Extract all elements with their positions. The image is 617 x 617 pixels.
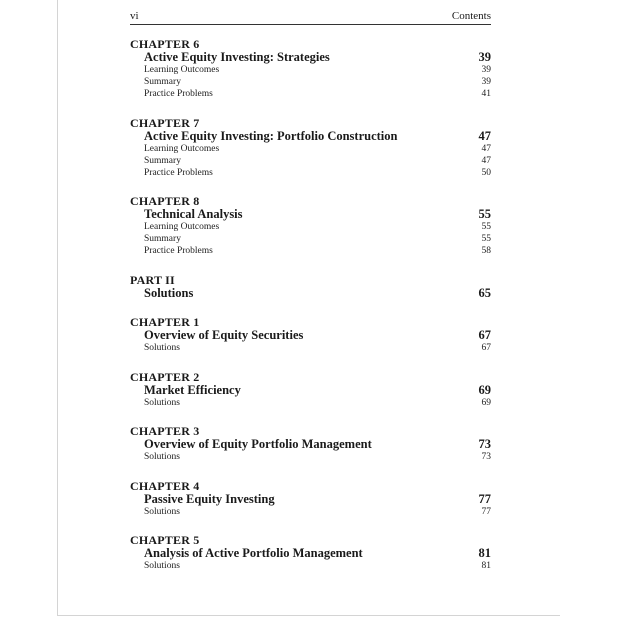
chapter-page-number: 77 (478, 491, 491, 506)
chapter-title-row[interactable] (130, 208, 491, 221)
chapter-title-row[interactable] (130, 130, 491, 143)
chapter-label: CHAPTER 1 (130, 315, 200, 329)
entry-title: Summary (144, 77, 181, 87)
toc-entry[interactable] (130, 506, 491, 518)
chapter-title-row[interactable] (130, 438, 491, 451)
chapter-label: CHAPTER 5 (130, 533, 200, 547)
entry-page-number: 39 (481, 77, 491, 87)
entry-title: Summary (144, 234, 181, 244)
toc-entry[interactable] (130, 233, 491, 245)
toc-entry[interactable] (130, 167, 491, 179)
toc-section (130, 371, 491, 409)
toc-section (130, 38, 491, 100)
entry-title: Summary (144, 155, 181, 166)
chapter-title-row[interactable] (130, 329, 491, 342)
chapter-title-row[interactable] (130, 287, 491, 300)
page-number: vi (130, 10, 139, 22)
entry-title: Practice Problems (144, 246, 213, 256)
chapter-page-number: 47 (478, 128, 491, 143)
page-header (130, 10, 491, 25)
chapter-title-row[interactable] (130, 384, 491, 397)
entry-page-number: 50 (481, 167, 491, 178)
entry-page-number: 47 (481, 155, 491, 166)
chapter-label: CHAPTER 3 (130, 424, 200, 438)
chapter-page-number: 39 (478, 50, 491, 64)
toc-entry[interactable] (130, 76, 491, 88)
chapter-page-number: 67 (478, 328, 491, 342)
chapter-title-row[interactable] (130, 547, 491, 560)
entry-page-number: 73 (481, 452, 491, 462)
chapter-title: Solutions (144, 285, 194, 300)
entry-title: Practice Problems (144, 167, 213, 178)
entry-page-number: 81 (481, 561, 491, 571)
entry-page-number: 77 (481, 506, 491, 517)
entry-title: Learning Outcomes (144, 65, 220, 75)
entry-page-number: 55 (481, 222, 491, 232)
chapter-title: Analysis of Active Portfolio Management (144, 546, 363, 560)
toc-entry[interactable] (130, 155, 491, 167)
toc-section (130, 117, 491, 179)
toc-section (130, 534, 491, 572)
toc-entry[interactable] (130, 451, 491, 463)
toc-entry[interactable] (130, 88, 491, 100)
chapter-label: CHAPTER 8 (130, 194, 200, 208)
chapter-page-number: 81 (478, 546, 491, 560)
chapter-title: Market Efficiency (144, 382, 241, 397)
chapter-title: Active Equity Investing: Strategies (144, 50, 330, 64)
toc-entry[interactable] (130, 64, 491, 76)
entry-title: Practice Problems (144, 89, 213, 99)
chapter-title-row[interactable] (130, 493, 491, 506)
chapter-label: CHAPTER 2 (130, 369, 200, 384)
chapter-title: Passive Equity Investing (144, 491, 275, 506)
chapter-page-number: 65 (478, 285, 491, 300)
toc-section (130, 195, 491, 257)
entry-page-number: 41 (481, 89, 491, 99)
toc-section (130, 274, 491, 300)
toc-section (130, 316, 491, 354)
chapter-label: CHAPTER 6 (130, 37, 200, 51)
chapter-label: PART II (130, 272, 175, 287)
toc-entry[interactable] (130, 342, 491, 354)
table-of-contents (130, 38, 491, 589)
toc-entry[interactable] (130, 221, 491, 233)
entry-title: Solutions (144, 561, 180, 571)
entry-title: Solutions (144, 397, 180, 408)
chapter-page-number: 69 (478, 382, 491, 397)
chapter-title: Overview of Equity Securities (144, 328, 304, 342)
chapter-title: Active Equity Investing: Portfolio Construction (144, 128, 398, 143)
chapter-title: Overview of Equity Portfolio Management (144, 437, 372, 451)
chapter-label: CHAPTER 7 (130, 115, 200, 130)
entry-page-number: 67 (481, 343, 491, 353)
entry-page-number: 55 (481, 234, 491, 244)
chapter-label: CHAPTER 4 (130, 478, 200, 493)
chapter-page-number: 73 (478, 437, 491, 451)
chapter-title-row[interactable] (130, 51, 491, 64)
entry-title: Solutions (144, 343, 180, 353)
entry-page-number: 58 (481, 246, 491, 256)
toc-entry[interactable] (130, 397, 491, 409)
entry-page-number: 47 (481, 143, 491, 154)
entry-title: Learning Outcomes (144, 143, 220, 154)
toc-section (130, 480, 491, 518)
toc-entry[interactable] (130, 245, 491, 257)
entry-page-number: 69 (481, 397, 491, 408)
entry-title: Solutions (144, 452, 180, 462)
entry-title: Learning Outcomes (144, 222, 220, 232)
toc-entry[interactable] (130, 143, 491, 155)
entry-page-number: 39 (481, 65, 491, 75)
chapter-title: Technical Analysis (144, 207, 243, 221)
entry-title: Solutions (144, 506, 180, 517)
running-head: Contents (451, 10, 491, 22)
toc-section (130, 425, 491, 463)
toc-entry[interactable] (130, 560, 491, 572)
chapter-page-number: 55 (478, 207, 491, 221)
